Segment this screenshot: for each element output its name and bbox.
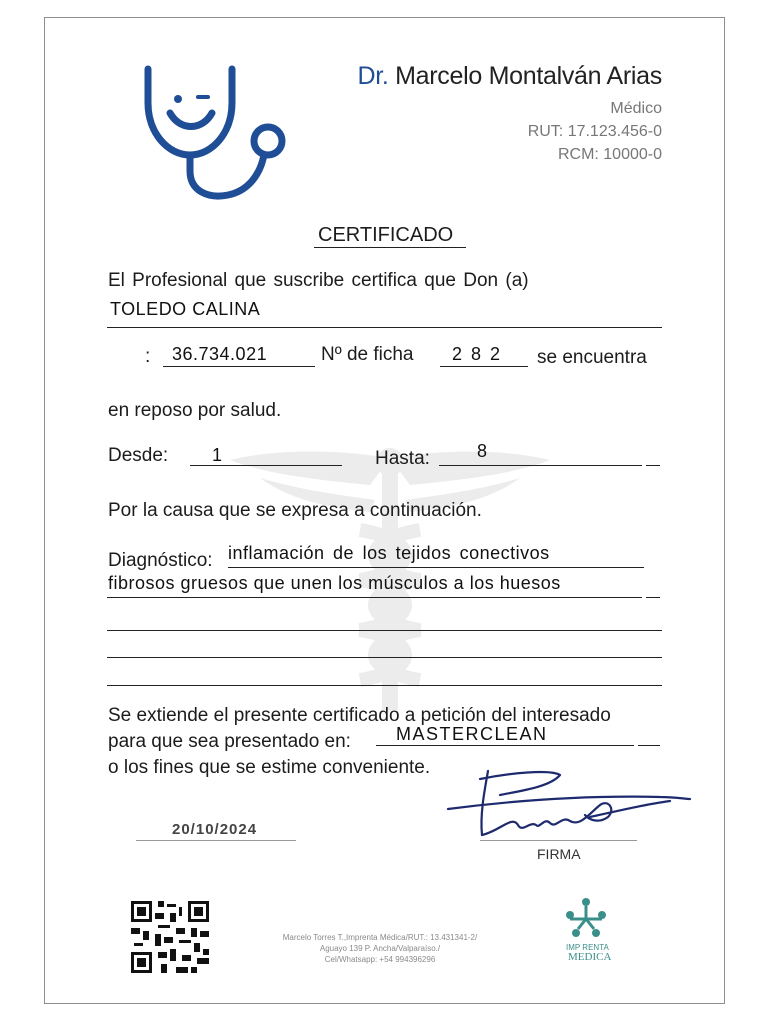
desde-label: Desde: <box>108 445 169 466</box>
intro-text: El Profesional que suscribe certifica que Don (a) <box>108 270 529 291</box>
qr-code-icon <box>131 901 209 973</box>
causa-text: Por la causa que se expresa a continuación. <box>108 500 482 521</box>
desde-value-field: 1 <box>212 445 223 465</box>
extiende-line-2: para que sea presentado en: <box>108 731 351 752</box>
ficha-label: Nº de ficha <box>321 344 414 365</box>
imprenta-label-2: MEDICA <box>568 951 612 963</box>
doctor-name: Marcelo Montalván Arias <box>395 62 662 90</box>
stethoscope-logo-icon <box>140 63 292 203</box>
hasta-label: Hasta: <box>375 448 430 469</box>
footer-printer-info <box>240 932 520 965</box>
doctor-name-heading <box>357 62 662 91</box>
diagnostico-line-1: inflamación de los tejidos conectivos <box>228 543 550 563</box>
reposo-text: en reposo por salud. <box>108 400 282 421</box>
footer-line-1: Marcelo Torres T.,Imprenta Médica/RUT.: 13.431341-2/ <box>282 933 478 942</box>
diagnostico-line-2: fibrosos gruesos que unen los músculos a los huesos <box>108 573 561 593</box>
presentado-value-field: MASTERCLEAN <box>396 724 548 744</box>
ficha-value-field: 2 8 2 <box>452 344 503 364</box>
footer-line-2: Aguayo 139 P. Ancha/Valparaíso./ <box>319 944 441 953</box>
hasta-value-field: 8 <box>477 441 488 461</box>
diagnostico-blank-line-1 <box>107 630 662 631</box>
doctor-rut: RUT: 17.123.456-0 <box>527 123 662 140</box>
caduceus-watermark <box>220 430 560 710</box>
fines-text: o los fines que se estime conveniente. <box>108 757 431 778</box>
doctor-role: Médico <box>610 100 662 117</box>
imprenta-label-1: IMP RENTA <box>566 943 609 952</box>
footer-line-3: Cel/Whatsapp: +54 994396296 <box>324 955 436 964</box>
diagnostico-blank-line-3 <box>107 685 662 686</box>
signature-image <box>440 765 700 845</box>
diagnostico-label: Diagnóstico: <box>108 550 213 571</box>
se-encuentra-text: se encuentra <box>537 347 647 368</box>
certificate-title: CERTIFICADO <box>318 224 454 246</box>
doctor-prefix: Dr. <box>357 62 389 90</box>
imprenta-logo-icon <box>560 897 612 941</box>
patient-name-field: TOLEDO CALINA <box>110 299 261 319</box>
rut-value-field: 36.734.021 <box>172 344 268 364</box>
extiende-line-1: Se extiende el presente certificado a petición del interesado <box>108 705 611 726</box>
firma-label: FIRMA <box>537 846 581 862</box>
fecha-value: 20/10/2024 <box>172 821 258 838</box>
diagnostico-blank-line-2 <box>107 657 662 658</box>
rut-colon: : <box>145 346 151 367</box>
doctor-rcm: RCM: 10000-0 <box>557 146 662 163</box>
